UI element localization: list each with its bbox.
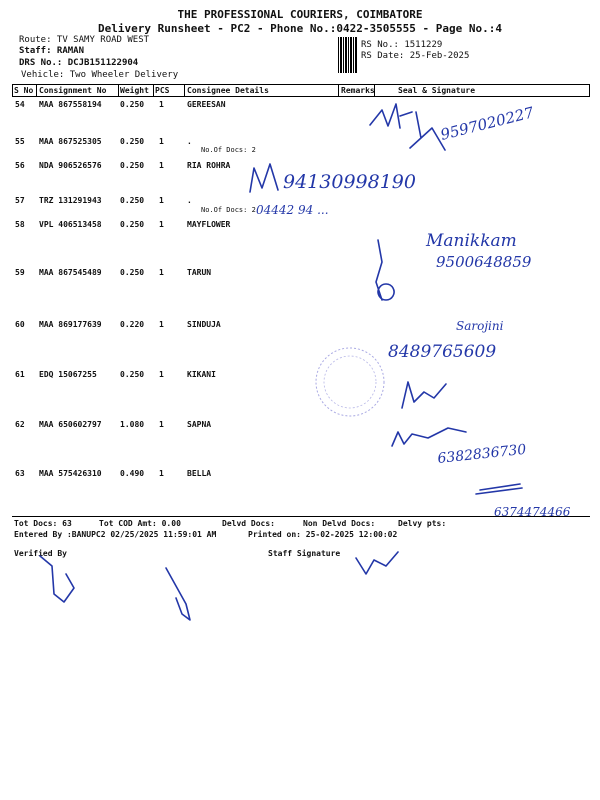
row-consignment: MAA 869177639 <box>39 320 102 329</box>
row-sno: 54 <box>15 100 25 109</box>
row-sno: 63 <box>15 469 25 478</box>
runsheet-title: Delivery Runsheet - PC2 - Phone No.:0422-3505555 - Page No.:4 <box>98 22 502 35</box>
col-remarks: Remarks <box>341 86 375 95</box>
bracket-59 <box>376 240 394 300</box>
verified-by-label: Verified By <box>14 549 67 558</box>
verified-signature-2 <box>166 568 190 620</box>
col-consignment: Consignment No <box>39 86 107 95</box>
row-consignee: GEREESAN <box>187 100 226 109</box>
row-weight: 0.220 <box>120 320 145 329</box>
row-consignee: KIKANI <box>187 370 216 379</box>
row-docs: No.Of Docs: 2 <box>201 146 256 154</box>
delivery-points: Delvy pts: <box>398 519 447 528</box>
row-consignee: . <box>187 137 192 146</box>
phone-56: 94130998190 <box>283 171 416 193</box>
phone-58: 9500648859 <box>436 253 532 271</box>
row-sno: 58 <box>15 220 25 229</box>
signature-63 <box>476 484 522 494</box>
phone-63: 6374474466 <box>494 505 571 519</box>
row-sno: 56 <box>15 161 25 170</box>
row-consignment: EDQ 15067255 <box>39 370 97 379</box>
row-consignment: MAA 867545489 <box>39 268 102 277</box>
vehicle: Vehicle: Two Wheeler Delivery <box>21 70 179 80</box>
row-weight: 0.250 <box>120 137 145 146</box>
phone-54: 9597020227 <box>438 103 536 144</box>
row-consignment: MAA 867525305 <box>39 137 102 146</box>
row-weight: 0.250 <box>120 196 145 205</box>
col-weight: Weight <box>120 86 149 95</box>
signature-54 <box>370 104 445 150</box>
row-consignment: NDA 906526576 <box>39 161 102 170</box>
row-pcs: 1 <box>159 420 164 429</box>
route: Route: TV SAMY ROAD WEST <box>19 35 150 45</box>
row-weight: 0.490 <box>120 469 145 478</box>
col-seal-signature: Seal & Signature <box>398 86 476 95</box>
name-58: Manikkam <box>426 231 517 251</box>
row-pcs: 1 <box>159 137 164 146</box>
row-consignment: VPL 406513458 <box>39 220 102 229</box>
row-consignee: BELLA <box>187 469 212 478</box>
row-consignment: MAA 575426310 <box>39 469 102 478</box>
row-pcs: 1 <box>159 370 164 379</box>
row-weight: 0.250 <box>120 100 145 109</box>
row-weight: 0.250 <box>120 370 145 379</box>
total-cod: Tot COD Amt: 0.00 <box>99 519 181 528</box>
row-consignee: MAYFLOWER <box>187 220 231 229</box>
row-consignee: RIA ROHRA <box>187 161 231 170</box>
signature-62 <box>392 428 466 446</box>
col-consignee: Consignee Details <box>187 86 269 95</box>
row-weight: 0.250 <box>120 161 145 170</box>
rs-no: RS No.: 1511229 <box>361 40 443 50</box>
printed-on: Printed on: 25-02-2025 12:00:02 <box>248 530 398 539</box>
row-pcs: 1 <box>159 100 164 109</box>
drs-no: DRS No.: DCJB151122904 <box>19 58 139 68</box>
row-pcs: 1 <box>159 161 164 170</box>
row-pcs: 1 <box>159 196 164 205</box>
row-consignee: SAPNA <box>187 420 212 429</box>
row-sno: 62 <box>15 420 25 429</box>
row-pcs: 1 <box>159 320 164 329</box>
row-sno: 57 <box>15 196 25 205</box>
staff-signature-mark <box>356 552 398 574</box>
row-pcs: 1 <box>159 469 164 478</box>
staff: Staff: RAMAN <box>19 46 85 56</box>
row-weight: 1.080 <box>120 420 145 429</box>
row-sno: 55 <box>15 137 25 146</box>
row-sno: 60 <box>15 320 25 329</box>
row-consignee: . <box>187 196 192 205</box>
row-docs: No.Of Docs: 2 <box>201 206 256 214</box>
phone-60: 8489765609 <box>388 342 497 362</box>
row-consignee: SINDUJA <box>187 320 221 329</box>
row-pcs: 1 <box>159 268 164 277</box>
row-pcs: 1 <box>159 220 164 229</box>
row-weight: 0.250 <box>120 220 145 229</box>
row-consignment: MAA 867558194 <box>39 100 102 109</box>
note-57: 04442 94 ... <box>256 203 329 217</box>
col-pcs: PCS <box>155 86 170 95</box>
entered-by: Entered By :BANUPC2 02/25/2025 11:59:01 AM <box>14 530 217 539</box>
col-sno: S No <box>14 86 34 95</box>
row-sno: 59 <box>15 268 25 277</box>
row-consignee: TARUN <box>187 268 212 277</box>
row-consignment: TRZ 131291943 <box>39 196 102 205</box>
total-docs: Tot Docs: 63 <box>14 519 72 528</box>
signature-56 <box>250 164 278 192</box>
row-weight: 0.250 <box>120 268 145 277</box>
rs-date: RS Date: 25-Feb-2025 <box>361 51 470 61</box>
signature-61 <box>402 382 446 408</box>
company-name: THE PROFESSIONAL COURIERS, COIMBATORE <box>177 8 423 21</box>
verified-signature-1 <box>40 556 74 602</box>
non-delivered-docs: Non Delvd Docs: <box>303 519 376 528</box>
staff-signature-label: Staff Signature <box>268 549 341 558</box>
row-sno: 61 <box>15 370 25 379</box>
phone-62: 6382836730 <box>436 441 528 467</box>
row-consignment: MAA 650602797 <box>39 420 102 429</box>
delivered-docs: Delvd Docs: <box>222 519 275 528</box>
name-60: Sarojini <box>456 319 504 333</box>
seal-stamp <box>316 348 384 416</box>
